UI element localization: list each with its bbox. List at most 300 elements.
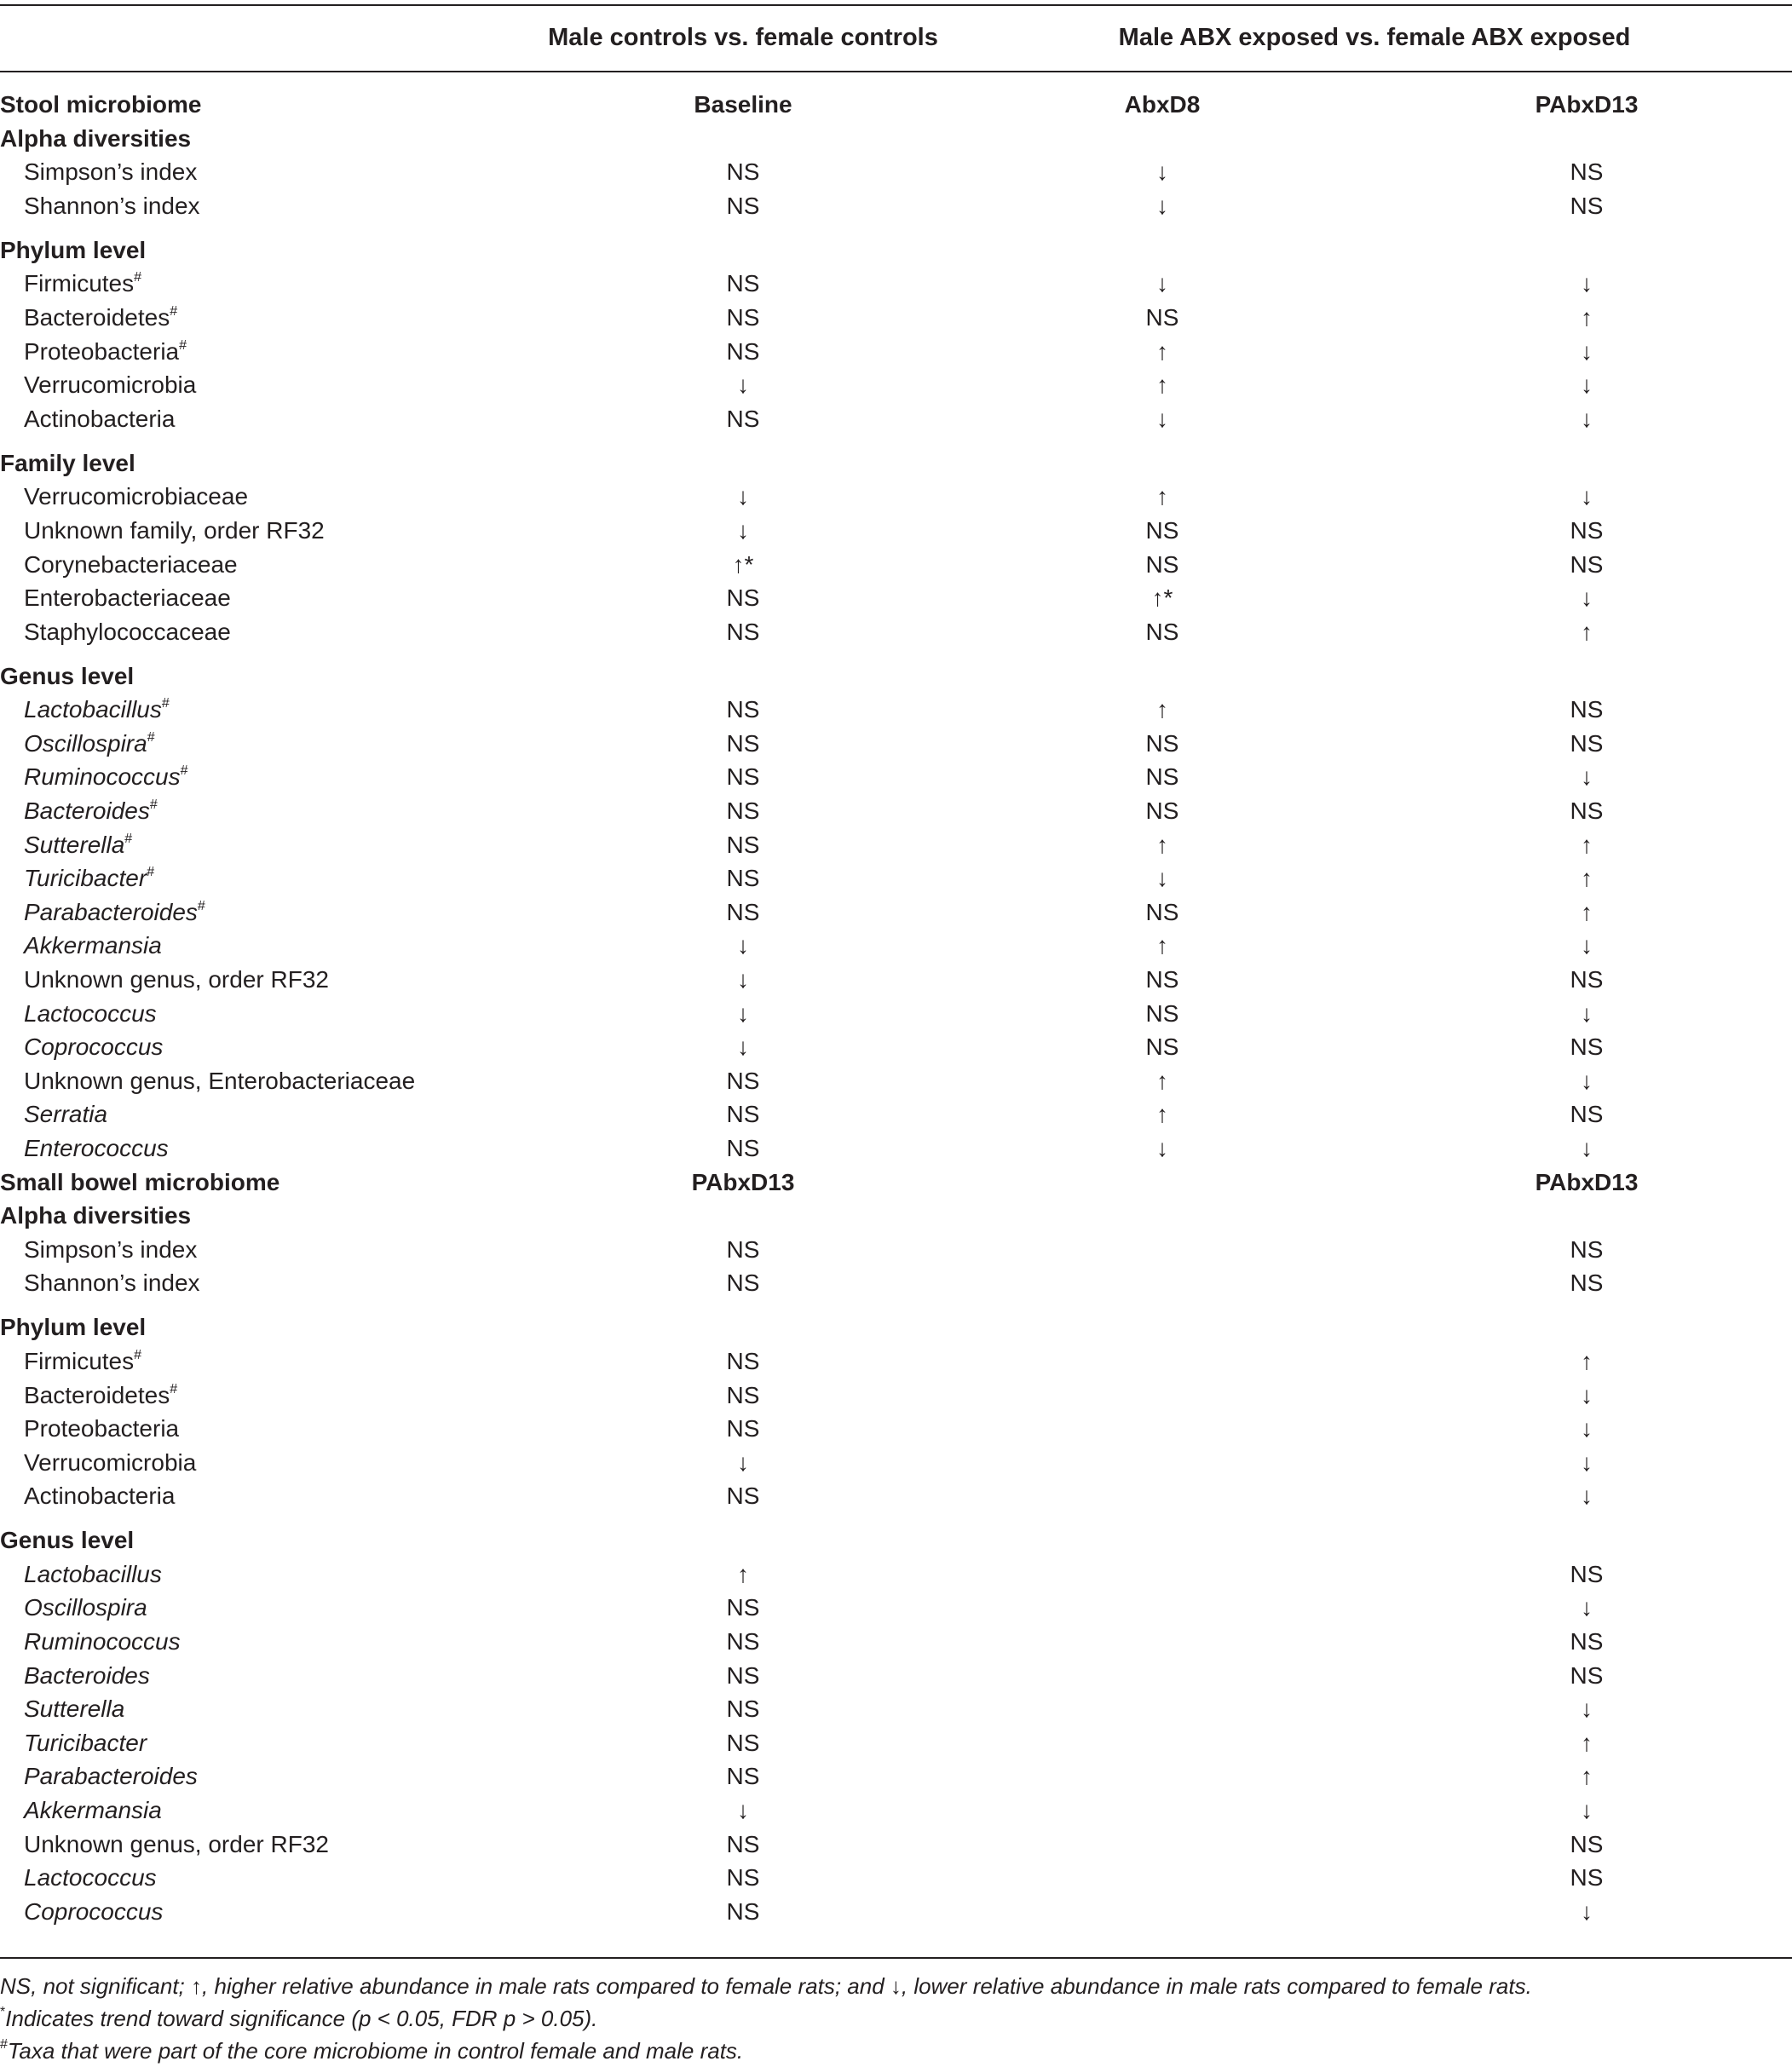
table-row [0, 1759, 1792, 1794]
row-label-text: Sutterella [24, 1696, 125, 1723]
result-cell: NS [726, 865, 760, 892]
row-label-text: Phylum level [0, 1314, 147, 1341]
row-label-text: Firmicutes [24, 1347, 135, 1374]
result-cell: NS [726, 1067, 760, 1094]
row-label [24, 1625, 181, 1659]
row-label [24, 1759, 198, 1794]
subsection-header-row [0, 233, 1792, 268]
row-label-text: Proteobacteria [24, 337, 180, 365]
result-cell: ↑ [1581, 1763, 1593, 1790]
row-label-text: Bacteroides [24, 797, 150, 825]
row-label-text: Oscillospira [24, 729, 147, 757]
result-cell: NS [726, 1864, 760, 1891]
row-label-text: Proteobacteria [24, 1415, 180, 1442]
row-label [24, 760, 188, 794]
result-cell: NS [726, 797, 760, 825]
result-cell: NS [1570, 1560, 1604, 1587]
result-cell: NS [1145, 303, 1179, 331]
row-label [24, 861, 154, 895]
table-footnotes [0, 1970, 1792, 2067]
row-label [24, 335, 187, 369]
table-row [0, 1659, 1792, 1693]
row-label-text: Corynebacteriaceae [24, 550, 238, 578]
result-cell: NS [1145, 797, 1179, 825]
result-cell: NS [726, 1415, 760, 1442]
row-label-text: Stool microbiome [0, 91, 202, 118]
row-label-text: Actinobacteria [24, 1483, 176, 1510]
row-label [24, 1861, 157, 1895]
table-row [0, 1591, 1792, 1625]
result-cell: NS [1570, 1661, 1604, 1689]
result-cell: ↑ [1581, 303, 1593, 331]
row-label-text: Oscillospira [24, 1594, 147, 1621]
row-label-text: Enterobacteriaceae [24, 584, 231, 612]
row-label-text: Lactococcus [24, 999, 157, 1027]
footnote-core-mark: # [0, 2037, 8, 2052]
subsection-header-row [0, 659, 1792, 694]
result-cell: ↓ [1581, 932, 1593, 959]
core-microbiome-mark: # [179, 337, 187, 353]
result-cell: NS [726, 831, 760, 858]
result-cell: NS [726, 1270, 760, 1297]
result-cell: ↓ [1156, 405, 1168, 432]
row-label [24, 1446, 196, 1480]
timepoint-label: PAbxD13 [691, 1168, 795, 1195]
result-cell: ↓ [1581, 270, 1593, 297]
result-cell: ↓ [1581, 1696, 1593, 1723]
table-row [0, 828, 1792, 862]
row-label-text: Ruminococcus [24, 1628, 181, 1655]
result-cell: ↓ [737, 999, 749, 1027]
row-label [24, 1131, 169, 1166]
result-cell: NS [726, 1696, 760, 1723]
table-row [0, 1446, 1792, 1480]
result-cell: NS [1570, 1235, 1604, 1263]
result-cell: ↓ [1156, 270, 1168, 297]
row-label [24, 1659, 150, 1693]
result-cell: ↓ [737, 966, 749, 993]
row-label [24, 1064, 415, 1098]
core-microbiome-mark: # [197, 898, 205, 913]
row-label-text: Ruminococcus [24, 763, 181, 791]
row-label [24, 155, 197, 189]
result-cell: NS [1570, 1270, 1604, 1297]
row-label [24, 301, 177, 335]
table-row [0, 189, 1792, 223]
table-row [0, 1895, 1792, 1929]
result-cell: NS [726, 584, 760, 612]
row-label-text: Family level [0, 449, 135, 476]
result-cell: NS [1570, 966, 1604, 993]
table-row [0, 1479, 1792, 1513]
result-cell: NS [1570, 516, 1604, 544]
result-cell: NS [1145, 1034, 1179, 1061]
core-microbiome-mark: # [134, 270, 142, 285]
row-label-text: Lactobacillus [24, 696, 162, 723]
footnote-core [0, 2035, 1792, 2067]
table-row [0, 615, 1792, 649]
result-cell: NS [726, 1381, 760, 1408]
result-cell: ↓ [1581, 371, 1593, 399]
result-cell: ↓ [1581, 1381, 1593, 1408]
result-cell: ↑* [732, 550, 754, 578]
result-cell: NS [726, 618, 760, 645]
table-row [0, 581, 1792, 615]
row-label [24, 1379, 177, 1413]
row-label-text: Akkermansia [24, 1797, 162, 1824]
result-cell: NS [1145, 763, 1179, 791]
table-row [0, 794, 1792, 828]
table-row [0, 693, 1792, 727]
result-cell: ↓ [1581, 999, 1593, 1027]
footnote-trend-text: Indicates trend toward significance (p < 0.05, FDR p > 0.05). [5, 2006, 598, 2031]
row-label [24, 189, 200, 223]
row-label-text: Staphylococcaceae [24, 618, 231, 645]
table-row [0, 997, 1792, 1031]
row-label-text: Verrucomicrobiaceae [24, 483, 249, 510]
row-label [24, 693, 170, 727]
table-row [0, 963, 1792, 997]
result-cell: ↑ [1581, 831, 1593, 858]
row-label-text: Shannon’s index [24, 192, 200, 219]
result-cell: ↓ [737, 483, 749, 510]
column-header-controls: Male controls vs. female controls [548, 24, 938, 51]
result-cell: ↓ [1581, 1897, 1593, 1925]
result-cell: NS [1570, 158, 1604, 186]
table-row [0, 895, 1792, 930]
result-cell: ↑* [1151, 584, 1173, 612]
row-label-text: Serratia [24, 1101, 108, 1128]
row-label-text: Genus level [0, 1527, 135, 1554]
result-cell: ↓ [1156, 192, 1168, 219]
result-cell: ↓ [737, 932, 749, 959]
result-cell: NS [726, 729, 760, 757]
table-row [0, 368, 1792, 402]
result-cell: ↓ [1581, 483, 1593, 510]
result-cell: ↑ [1581, 1729, 1593, 1756]
table-row [0, 1828, 1792, 1862]
row-label-text: Unknown genus, order RF32 [24, 966, 329, 993]
result-cell: ↓ [737, 1448, 749, 1476]
timepoint-label: PAbxD13 [1535, 91, 1639, 118]
result-cell: NS [726, 763, 760, 791]
row-label [24, 1557, 162, 1592]
row-label [0, 446, 135, 481]
result-cell: ↓ [1156, 865, 1168, 892]
table-row [0, 1861, 1792, 1895]
row-label-text: Unknown family, order RF32 [24, 516, 325, 544]
row-label-text: Actinobacteria [24, 405, 176, 432]
table-row [0, 1064, 1792, 1098]
result-cell: NS [726, 270, 760, 297]
core-microbiome-mark: # [180, 763, 188, 779]
table-row [0, 335, 1792, 369]
row-label [24, 1794, 162, 1828]
result-cell: NS [1145, 516, 1179, 544]
row-label-text: Lactococcus [24, 1864, 157, 1891]
table-row [0, 727, 1792, 761]
section-header-row [0, 88, 1792, 122]
table-row [0, 1030, 1792, 1064]
table-row [0, 1692, 1792, 1726]
result-cell: NS [1570, 696, 1604, 723]
row-label-text: Verrucomicrobia [24, 1448, 197, 1476]
result-cell: NS [1145, 729, 1179, 757]
table-bottom-rule [0, 1957, 1792, 1959]
row-label-text: Turicibacter [24, 865, 147, 892]
result-cell: ↓ [1581, 763, 1593, 791]
table-row [0, 267, 1792, 301]
footnote-trend [0, 2002, 1792, 2035]
result-cell: NS [1145, 999, 1179, 1027]
table-row [0, 1233, 1792, 1267]
result-cell: ↓ [737, 1797, 749, 1824]
row-label-text: Bacteroidetes [24, 1381, 170, 1408]
result-cell: NS [726, 158, 760, 186]
result-cell: ↑ [1156, 483, 1168, 510]
row-label-text: Bacteroides [24, 1661, 150, 1689]
result-cell: NS [1570, 1034, 1604, 1061]
row-label [24, 794, 158, 828]
result-cell: NS [726, 1729, 760, 1756]
row-label [24, 1692, 124, 1726]
result-cell: NS [726, 1347, 760, 1374]
result-cell: ↑ [1581, 898, 1593, 925]
row-label-text: Small bowel microbiome [0, 1168, 280, 1195]
result-cell: NS [726, 337, 760, 365]
row-label [24, 1895, 163, 1929]
result-cell: NS [1145, 618, 1179, 645]
row-label [24, 1344, 141, 1379]
header-rule [0, 71, 1792, 72]
row-label-text: Parabacteroides [24, 1763, 198, 1790]
table-row [0, 1097, 1792, 1131]
table-row [0, 155, 1792, 189]
row-label-text: Lactobacillus [24, 1560, 162, 1587]
result-cell: NS [726, 1628, 760, 1655]
row-label [0, 122, 191, 156]
row-label [24, 1591, 147, 1625]
result-cell: NS [726, 1897, 760, 1925]
result-cell: ↓ [1581, 584, 1593, 612]
result-cell: ↓ [1581, 1067, 1593, 1094]
row-label [24, 727, 155, 761]
row-label [24, 895, 205, 930]
row-label-text: Unknown genus, order RF32 [24, 1830, 329, 1857]
row-label [0, 233, 146, 268]
result-cell: NS [1570, 1864, 1604, 1891]
row-label [0, 1199, 191, 1233]
result-cell: NS [726, 192, 760, 219]
result-cell: NS [726, 1763, 760, 1790]
row-label [24, 1828, 329, 1862]
row-label-text: Phylum level [0, 236, 147, 263]
row-label [24, 1726, 147, 1760]
result-cell: ↑ [1156, 696, 1168, 723]
result-cell: ↑ [1156, 1067, 1168, 1094]
result-cell: NS [726, 303, 760, 331]
result-cell: NS [726, 1594, 760, 1621]
table-row [0, 1266, 1792, 1300]
result-cell: ↓ [1156, 1134, 1168, 1161]
core-microbiome-mark: # [170, 1381, 178, 1396]
core-microbiome-mark: # [161, 696, 170, 711]
result-cell: NS [726, 1101, 760, 1128]
result-cell: ↑ [1156, 932, 1168, 959]
footnote-core-text: Taxa that were part of the core microbiome in control female and male rats. [7, 2038, 744, 2064]
row-label [24, 1030, 163, 1064]
table-row [0, 1131, 1792, 1166]
table-row [0, 402, 1792, 436]
row-label [24, 581, 231, 615]
row-label-text: Simpson’s index [24, 1235, 198, 1263]
row-label-text: Coprococcus [24, 1034, 164, 1061]
row-label [24, 1097, 107, 1131]
row-label-text: Alpha diversities [0, 124, 192, 152]
table-row [0, 1726, 1792, 1760]
result-cell: ↓ [737, 1034, 749, 1061]
row-label [24, 548, 238, 582]
core-microbiome-mark: # [134, 1347, 142, 1362]
core-microbiome-mark: # [149, 797, 158, 813]
result-cell: NS [726, 1483, 760, 1510]
result-cell: ↑ [1156, 831, 1168, 858]
result-cell: ↑ [1156, 337, 1168, 365]
row-label-text: Simpson’s index [24, 158, 198, 186]
result-cell: ↓ [1581, 1448, 1593, 1476]
result-cell: ↑ [1581, 865, 1593, 892]
result-cell: NS [726, 1134, 760, 1161]
table-row [0, 1625, 1792, 1659]
table-row [0, 1412, 1792, 1446]
result-cell: ↓ [1581, 1415, 1593, 1442]
result-cell: NS [1145, 898, 1179, 925]
footnote-trend-mark: * [0, 2005, 6, 2019]
row-label-text: Alpha diversities [0, 1202, 192, 1229]
result-cell: NS [1570, 1101, 1604, 1128]
row-label-text: Parabacteroides [24, 898, 198, 925]
footnote-legend: NS, not significant; ↑, higher relative abundance in male rats compared to female rats; and ↓, lower relative abundance in male rats compared to female rats. [0, 1973, 1532, 1999]
result-cell: NS [726, 405, 760, 432]
result-cell: ↑ [1156, 371, 1168, 399]
result-cell: NS [1570, 550, 1604, 578]
result-cell: NS [1570, 192, 1604, 219]
result-cell: ↓ [1581, 405, 1593, 432]
result-cell: NS [1145, 966, 1179, 993]
subsection-header-row [0, 122, 1792, 156]
result-cell: NS [726, 1235, 760, 1263]
result-cell: ↓ [1581, 337, 1593, 365]
result-cell: ↑ [1156, 1101, 1168, 1128]
column-header-abx-exposed: Male ABX exposed vs. female ABX exposed [1118, 24, 1631, 51]
row-label [24, 1412, 179, 1446]
result-cell: ↓ [1581, 1594, 1593, 1621]
result-cell: ↓ [1581, 1797, 1593, 1824]
result-cell: ↓ [1156, 158, 1168, 186]
result-cell: NS [726, 1830, 760, 1857]
row-label [24, 368, 196, 402]
table-row [0, 514, 1792, 548]
row-label-text: Akkermansia [24, 932, 162, 959]
row-label [24, 514, 325, 548]
result-cell: ↑ [1581, 618, 1593, 645]
table-top-rule [0, 4, 1792, 6]
core-microbiome-mark: # [147, 865, 155, 880]
row-label-text: Shannon’s index [24, 1270, 200, 1297]
table-row [0, 861, 1792, 895]
row-label [24, 480, 248, 514]
row-label-text: Enterococcus [24, 1134, 169, 1161]
table-row [0, 1344, 1792, 1379]
row-label [24, 828, 132, 862]
table-row [0, 760, 1792, 794]
result-cell: ↓ [1581, 1483, 1593, 1510]
subsection-header-row [0, 1310, 1792, 1344]
section-header-row [0, 1166, 1792, 1200]
row-label-text: Coprococcus [24, 1897, 164, 1925]
subsection-header-row [0, 1523, 1792, 1557]
result-cell: ↓ [1581, 1134, 1593, 1161]
row-label [0, 1523, 134, 1557]
result-cell: ↑ [737, 1560, 749, 1587]
row-label [24, 1233, 197, 1267]
table-row [0, 548, 1792, 582]
core-microbiome-mark: # [170, 303, 178, 319]
row-label [0, 1166, 279, 1200]
table-row [0, 1379, 1792, 1413]
row-label [0, 1310, 146, 1344]
result-cell: ↓ [737, 516, 749, 544]
result-cell: NS [1570, 1628, 1604, 1655]
result-cell: NS [726, 898, 760, 925]
row-label-text: Bacteroidetes [24, 303, 170, 331]
table-row [0, 480, 1792, 514]
row-label [0, 659, 134, 694]
result-cell: NS [1570, 1830, 1604, 1857]
table-row [0, 1794, 1792, 1828]
row-label [24, 929, 162, 963]
result-cell: ↑ [1581, 1347, 1593, 1374]
result-cell: ↓ [737, 371, 749, 399]
row-label-text: Firmicutes [24, 270, 135, 297]
row-label [24, 1479, 175, 1513]
subsection-header-row [0, 1199, 1792, 1233]
row-label [24, 1266, 200, 1300]
timepoint-label: PAbxD13 [1535, 1168, 1639, 1195]
result-cell: NS [1145, 550, 1179, 578]
row-label-text: Verrucomicrobia [24, 371, 197, 399]
row-label-text: Genus level [0, 662, 135, 689]
row-label-text: Sutterella [24, 831, 125, 858]
table-body [0, 88, 1792, 1928]
result-cell: NS [726, 696, 760, 723]
core-microbiome-mark: # [147, 729, 155, 745]
subsection-header-row [0, 446, 1792, 481]
timepoint-label: AbxD8 [1124, 91, 1201, 118]
row-label-text: Unknown genus, Enterobacteriaceae [24, 1067, 416, 1094]
table-row [0, 929, 1792, 963]
table-row [0, 1557, 1792, 1592]
row-label [24, 402, 175, 436]
result-cell: NS [1570, 729, 1604, 757]
timepoint-label: Baseline [694, 91, 792, 118]
row-label [24, 267, 141, 301]
row-label-text: Turicibacter [24, 1729, 147, 1756]
row-label [24, 615, 231, 649]
core-microbiome-mark: # [124, 831, 133, 846]
row-label [0, 88, 201, 122]
row-label [24, 963, 329, 997]
